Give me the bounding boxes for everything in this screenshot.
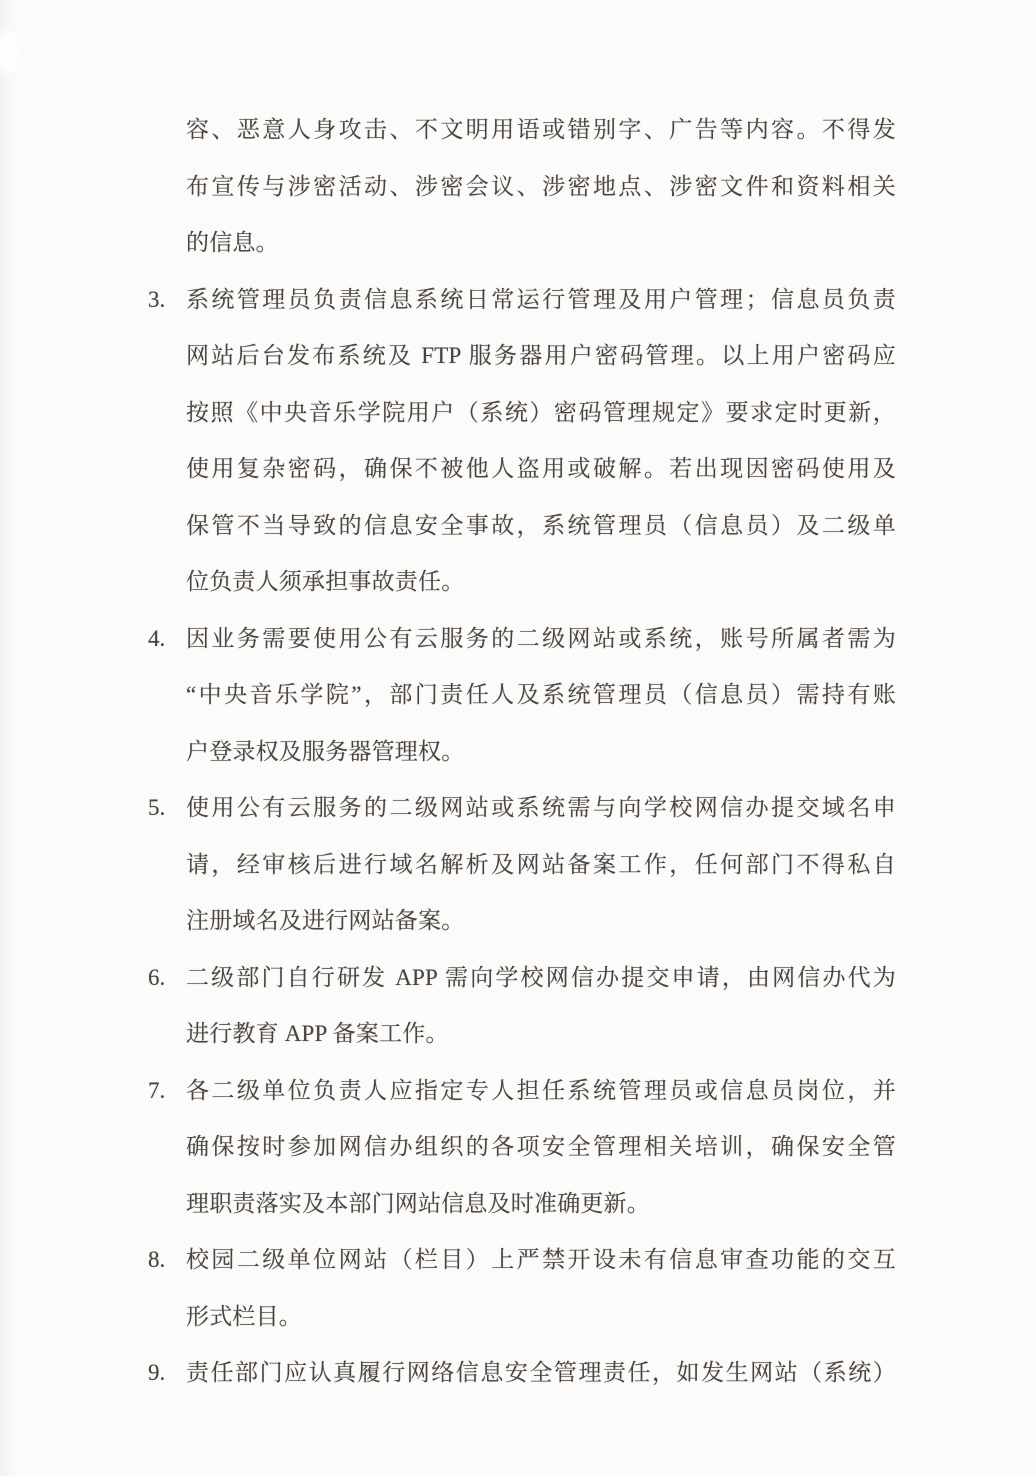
item-text bbox=[186, 950, 896, 1063]
item-text bbox=[186, 611, 896, 781]
item-text bbox=[186, 1232, 896, 1345]
item-number: 5. bbox=[148, 795, 166, 820]
item-text bbox=[186, 272, 896, 611]
text-line: 容、恶意人身攻击、不文明用语或错别字、广告等内容。不得发 bbox=[186, 117, 896, 142]
list-item-3 bbox=[148, 272, 908, 611]
item-number: 8. bbox=[148, 1247, 166, 1272]
item-text bbox=[186, 780, 896, 950]
item-number: 3. bbox=[148, 286, 166, 312]
text-line: 形式栏目。 bbox=[186, 1303, 302, 1329]
paragraph-continuation bbox=[186, 102, 896, 272]
text-line: 保管不当导致的信息安全事故，系统管理员（信息员）及二级单 bbox=[186, 512, 896, 538]
item-number: 9. bbox=[148, 1360, 166, 1385]
text-line: 进行教育 APP 备案工作。 bbox=[186, 1021, 449, 1046]
text-line: 位负责人须承担事故责任。 bbox=[186, 569, 465, 594]
item-text bbox=[186, 1345, 896, 1402]
scan-edge-shading bbox=[0, 0, 16, 1476]
text-line: 户登录权及服务器管理权。 bbox=[186, 738, 465, 764]
list-item-9 bbox=[148, 1345, 908, 1402]
text-line: 因业务需要使用公有云服务的二级网站或系统，账号所属者需为 bbox=[186, 625, 896, 651]
text-line: 按照《中央音乐学院用户（系统）密码管理规定》要求定时更新， bbox=[186, 399, 896, 425]
item-number: 6. bbox=[148, 964, 166, 990]
list-item-5 bbox=[148, 780, 908, 950]
list-item-6 bbox=[148, 950, 908, 1063]
text-line: 系统管理员负责信息系统日常运行管理及用户管理；信息员负责 bbox=[186, 286, 896, 312]
text-line: 注册域名及进行网站备案。 bbox=[186, 908, 465, 933]
item-number: 7. bbox=[148, 1077, 166, 1103]
text-line: 各二级单位负责人应指定专人担任系统管理员或信息员岗位，并 bbox=[186, 1077, 896, 1103]
text-line: 网站后台发布系统及 FTP 服务器用户密码管理。以上用户密码应 bbox=[186, 343, 896, 368]
scan-light-spot bbox=[0, 30, 18, 74]
text-line: “中央音乐学院”，部门责任人及系统管理员（信息员）需持有账 bbox=[186, 682, 896, 707]
text-line: 布宣传与涉密活动、涉密会议、涉密地点、涉密文件和资料相关 bbox=[186, 173, 896, 199]
text-line: 理职责落实及本部门网站信息及时准确更新。 bbox=[186, 1190, 650, 1216]
text-line: 使用复杂密码，确保不被他人盗用或破解。若出现因密码使用及 bbox=[186, 456, 896, 481]
text-line: 确保按时参加网信办组织的各项安全管理相关培训，确保安全管 bbox=[186, 1134, 896, 1159]
text-line: 使用公有云服务的二级网站或系统需与向学校网信办提交域名申 bbox=[186, 795, 896, 820]
document-body bbox=[148, 102, 908, 1402]
list-item-7 bbox=[148, 1063, 908, 1233]
text-line: 的信息。 bbox=[186, 230, 279, 255]
text-line: 责任部门应认真履行网络信息安全管理责任，如发生网站（系统） bbox=[186, 1360, 896, 1385]
text-line: 二级部门自行研发 APP 需向学校网信办提交申请，由网信办代为 bbox=[186, 964, 896, 990]
item-number: 4. bbox=[148, 625, 166, 651]
list-item-8 bbox=[148, 1232, 908, 1345]
list-item-4 bbox=[148, 611, 908, 781]
text-line: 校园二级单位网站（栏目）上严禁开设未有信息审查功能的交互 bbox=[186, 1247, 896, 1272]
text-line: 请，经审核后进行域名解析及网站备案工作，任何部门不得私自 bbox=[186, 851, 896, 877]
item-text bbox=[186, 1063, 896, 1233]
